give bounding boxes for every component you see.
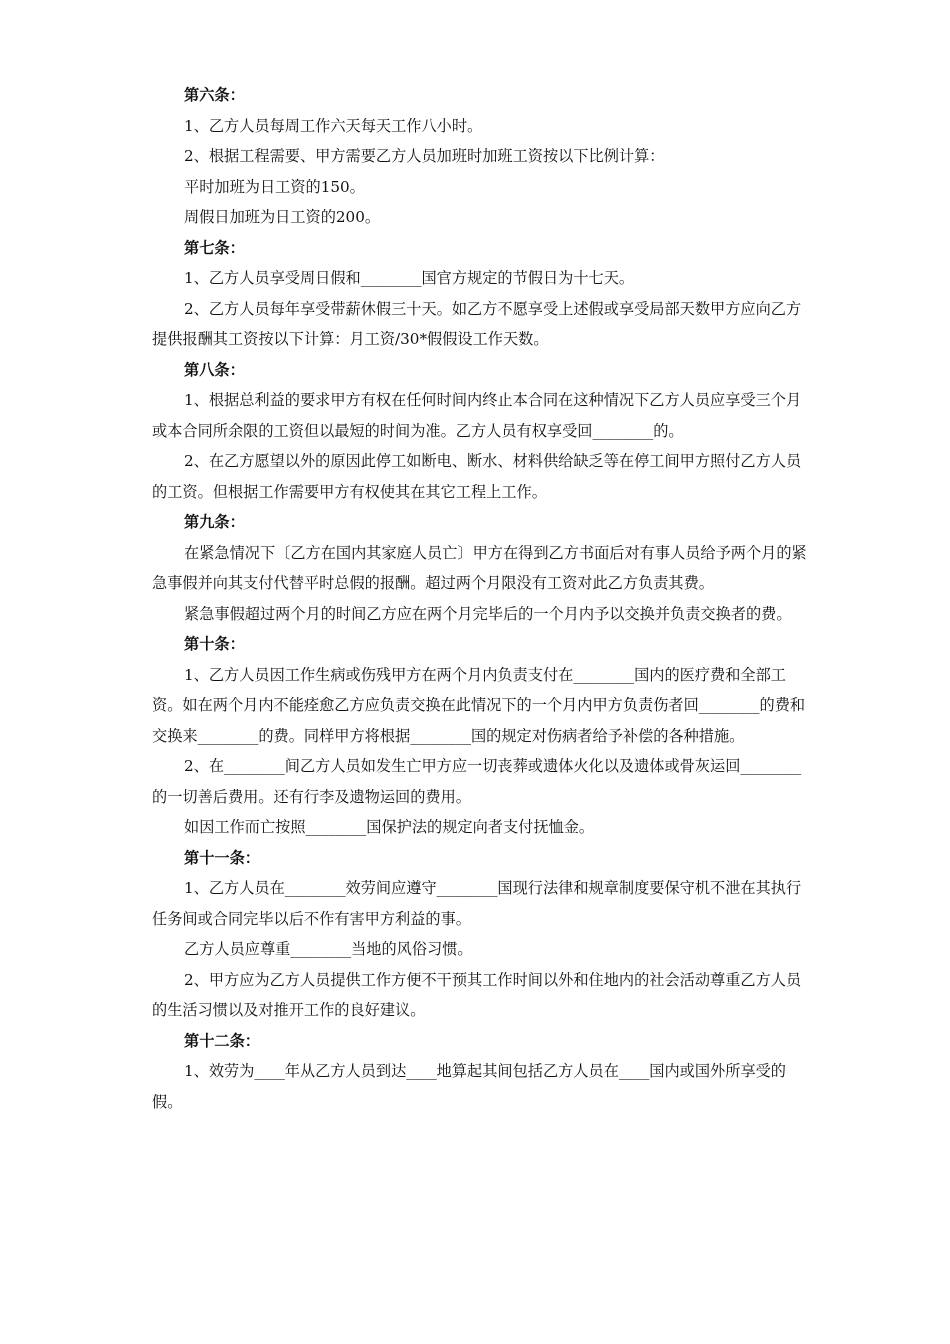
paragraph: 周假日加班为日工资的200。 — [184, 208, 381, 226]
article-6-heading: 第六条： — [184, 86, 245, 104]
article-9-heading: 第九条： — [184, 513, 245, 531]
article-10-heading: 第十条： — [184, 635, 245, 653]
paragraph: 2、甲方应为乙方人员提供工作方便不干预其工作时间以外和住地内的社会活动尊重乙方人员的生活习惯以及对推开工作的良好建议。 — [152, 970, 802, 1019]
article-8-heading: 第八条： — [184, 360, 245, 379]
article-7-heading: 第七条： — [184, 238, 245, 257]
article-11-heading: 第十一条： — [184, 848, 260, 867]
paragraph: 在紧急情况下〔乙方在国内其家庭人员亡〕甲方在得到乙方书面后对有事人员给予两个月的紧急事假并向其支付代替平时总假的报酬。超过两个月限没有工资对此乙方负责其费。 — [152, 543, 807, 592]
paragraph: 2、在________间乙方人员如发生亡甲方应一切丧葬或遗体火化以及遗体或骨灰运回________的一切善后费用。还有行李及遗物运回的费用。 — [152, 757, 802, 806]
paragraph: 1、乙方人员享受周日假和________国官方规定的节假日为十七天。 — [184, 269, 635, 287]
paragraph: 平时加班为日工资的150。 — [184, 177, 365, 196]
paragraph: 紧急事假超过两个月的时间乙方应在两个月完毕后的一个月内予以交换并负责交换者的费。 — [184, 604, 792, 623]
paragraph: 1、乙方人员在________效劳间应遵守________国现行法律和规章制度要保守机不泄在其执行任务间或合同完毕以后不作有害甲方利益的事。 — [152, 879, 802, 928]
paragraph: 1、乙方人员因工作生病或伤残甲方在两个月内负责支付在________国内的医疗费和全部工资。如在两个月内不能痊愈乙方应负责交换在此情况下的一个月内甲方负责伤者回________的费和交换来________的费。同样甲方将根据________国的规定对伤病者给予补偿的各种措施。 — [152, 665, 806, 745]
paragraph: 1、效劳为____年从乙方人员到达____地算起其间包括乙方人员在____国内或国外所享受的假。 — [152, 1062, 786, 1111]
article-12-heading: 第十二条： — [184, 1031, 260, 1050]
paragraph: 2、乙方人员每年享受带薪休假三十天。如乙方不愿享受上述假或享受局部天数甲方应向乙方提供报酬其工资按以下计算：月工资/30*假假设工作天数。 — [152, 299, 802, 348]
paragraph: 1、根据总利益的要求甲方有权在任何时间内终止本合同在这种情况下乙方人员应享受三个月或本合同所余限的工资但以最短的时间为准。乙方人员有权享受回________的。 — [152, 391, 802, 440]
paragraph: 如因工作而亡按照________国保护法的规定向者支付抚恤金。 — [184, 818, 595, 836]
document-body — [152, 80, 807, 1117]
paragraph: 2、根据工程需要、甲方需要乙方人员加班时加班工资按以下比例计算： — [184, 147, 665, 165]
paragraph: 乙方人员应尊重________当地的风俗习惯。 — [184, 940, 473, 958]
paragraph: 1、乙方人员每周工作六天每天工作八小时。 — [184, 116, 483, 135]
paragraph: 2、在乙方愿望以外的原因此停工如断电、断水、材料供给缺乏等在停工间甲方照付乙方人员的工资。但根据工作需要甲方有权使其在其它工程上工作。 — [152, 452, 802, 501]
